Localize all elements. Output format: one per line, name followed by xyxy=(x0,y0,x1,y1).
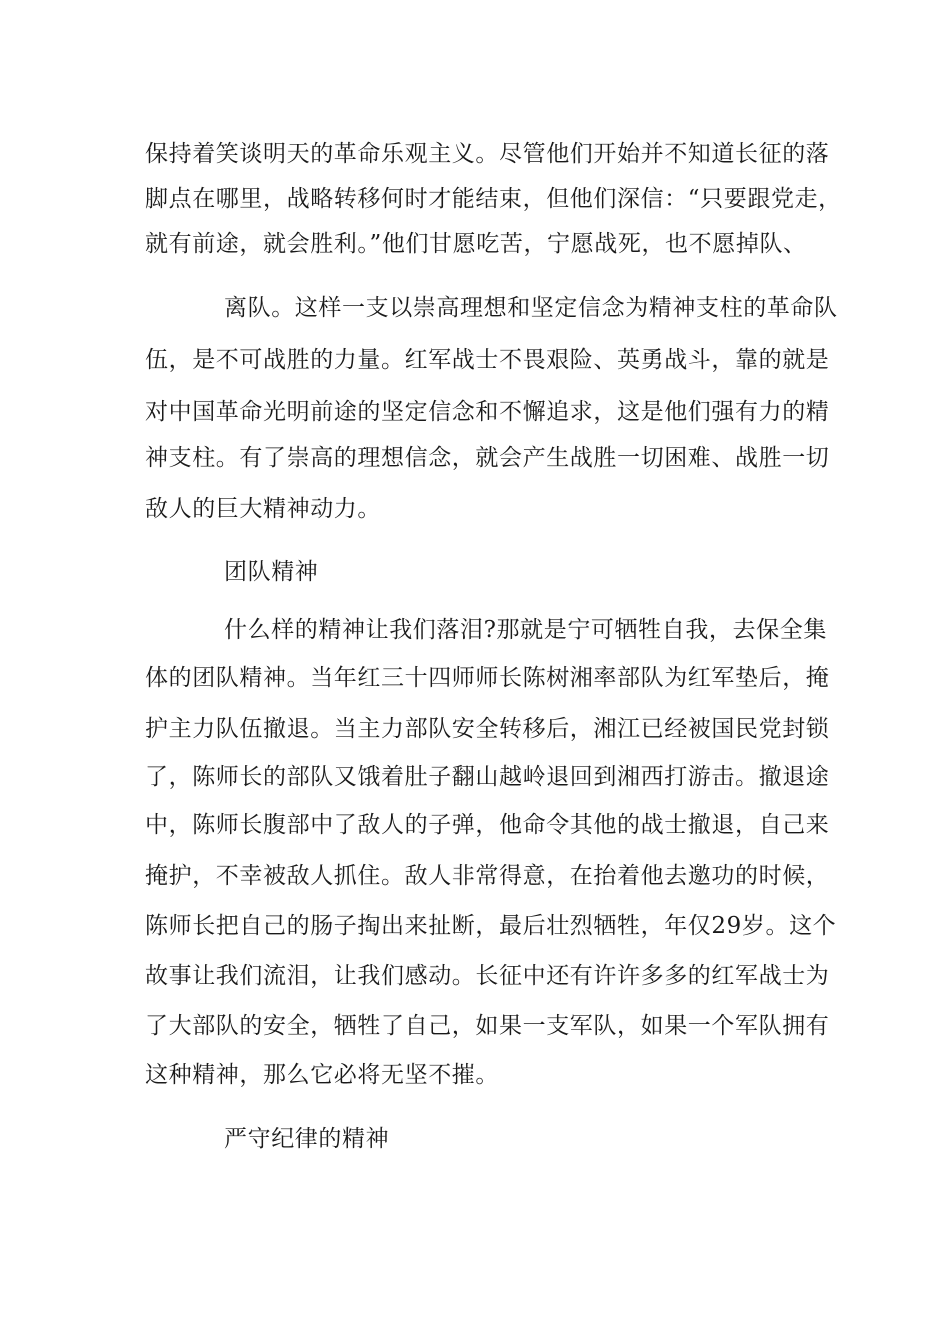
section-heading: 严守纪律的精神 xyxy=(224,1126,390,1152)
text-line: 就有前途，就会胜利。”他们甘愿吃苦，宁愿战死，也不愿掉队、 xyxy=(145,231,807,257)
text-line: 故事让我们流泪，让我们感动。长征中还有许许多多的红军战士为 xyxy=(145,963,830,989)
text-line: 中，陈师长腹部中了敌人的子弹，他命令其他的战士撤退，自己来 xyxy=(145,812,830,838)
text-line: 什么样的精神让我们落泪?那就是宁可牺牲自我，去保全集 xyxy=(224,617,827,643)
text-line: 敌人的巨大精神动力。 xyxy=(145,496,381,522)
text-line: 陈师长把自己的肠子掏出来扯断，最后壮烈牺牲，年仅29岁。这个 xyxy=(145,913,837,939)
text-line: 对中国革命光明前途的坚定信念和不懈追求，这是他们强有力的精 xyxy=(145,399,830,425)
text-line: 了，陈师长的部队又饿着肚子翻山越岭退回到湘西打游击。撤退途 xyxy=(145,764,830,790)
text-line: 了大部队的安全，牺牲了自己，如果一支军队，如果一个军队拥有 xyxy=(145,1013,830,1039)
text-line: 体的团队精神。当年红三十四师师长陈树湘率部队为红军垫后，掩 xyxy=(145,665,830,691)
text-line: 离队。这样一支以崇高理想和坚定信念为精神支柱的革命队 xyxy=(224,295,838,321)
text-line: 保持着笑谈明天的革命乐观主义。尽管他们开始并不知道长征的落 xyxy=(145,141,830,167)
text-line: 脚点在哪里，战略转移何时才能结束，但他们深信：“只要跟党走， xyxy=(145,186,842,212)
section-heading: 团队精神 xyxy=(224,559,319,585)
text-line: 神支柱。有了崇高的理想信念，就会产生战胜一切困难、战胜一切 xyxy=(145,445,830,471)
text-line: 这种精神，那么它必将无坚不摧。 xyxy=(145,1062,499,1088)
text-line: 伍，是不可战胜的力量。红军战士不畏艰险、英勇战斗，靠的就是 xyxy=(145,347,830,373)
text-line: 掩护，不幸被敌人抓住。敌人非常得意，在抬着他去邀功的时候， xyxy=(145,863,830,889)
text-line: 护主力队伍撤退。当主力部队安全转移后，湘江已经被国民党封锁 xyxy=(145,716,830,742)
